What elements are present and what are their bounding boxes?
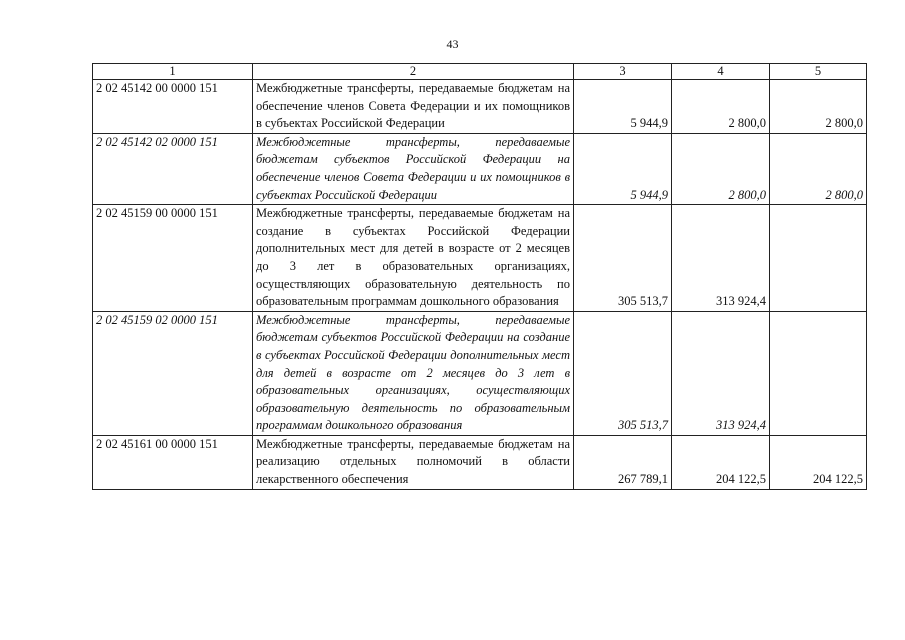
table-row xyxy=(93,205,867,312)
column-header-4: 4 xyxy=(672,64,770,80)
page-number: 43 xyxy=(446,37,459,51)
column-header-1: 1 xyxy=(93,64,253,80)
row-value-col5: 2 800,0 xyxy=(770,133,867,204)
row-code: 2 02 45159 02 0000 151 xyxy=(93,311,253,435)
row-code: 2 02 45161 00 0000 151 xyxy=(93,435,253,489)
row-description: Межбюджетные трансферты, передаваемые бюджетам субъектов Российской Федерации на создание в субъектах Российской Федерации дополнительных мест для детей в возрасте от 2 месяцев до 3 лет в образовательных организациях, осуществляющих образовательную деятельность по образовательным программам дошкольного образования xyxy=(253,311,574,435)
row-value-col4: 2 800,0 xyxy=(672,133,770,204)
row-value-col5 xyxy=(770,205,867,312)
budget-table xyxy=(92,63,867,490)
row-value-col4: 204 122,5 xyxy=(672,435,770,489)
row-value-col4: 313 924,4 xyxy=(672,205,770,312)
row-value-col3: 5 944,9 xyxy=(574,133,672,204)
row-value-col5: 2 800,0 xyxy=(770,80,867,134)
row-value-col3: 5 944,9 xyxy=(574,80,672,134)
row-value-col5 xyxy=(770,311,867,435)
row-value-col5: 204 122,5 xyxy=(770,435,867,489)
column-header-5: 5 xyxy=(770,64,867,80)
table-header-row xyxy=(93,64,867,80)
table-row xyxy=(93,435,867,489)
row-description: Межбюджетные трансферты, передаваемые бюджетам на обеспечение членов Совета Федерации и их помощников в субъектах Российской Федерации xyxy=(253,80,574,134)
row-value-col4: 313 924,4 xyxy=(672,311,770,435)
table-row xyxy=(93,311,867,435)
row-value-col4: 2 800,0 xyxy=(672,80,770,134)
row-description: Межбюджетные трансферты, передаваемые бюджетам на реализацию отдельных полномочий в области лекарственного обеспечения xyxy=(253,435,574,489)
row-code: 2 02 45159 00 0000 151 xyxy=(93,205,253,312)
row-value-col3: 267 789,1 xyxy=(574,435,672,489)
table-row xyxy=(93,133,867,204)
table-row xyxy=(93,80,867,134)
row-description: Межбюджетные трансферты, передаваемые бюджетам субъектов Российской Федерации на обеспечение членов Совета Федерации и их помощников в субъектах Российской Федерации xyxy=(253,133,574,204)
row-code: 2 02 45142 00 0000 151 xyxy=(93,80,253,134)
row-value-col3: 305 513,7 xyxy=(574,311,672,435)
column-header-3: 3 xyxy=(574,64,672,80)
row-description: Межбюджетные трансферты, передаваемые бюджетам на создание в субъектах Российской Федерации дополнительных мест для детей в возрасте от 2 месяцев до 3 лет в образовательных организациях, осуществляющих образовательную деятельность по образовательным программам дошкольного образования xyxy=(253,205,574,312)
row-code: 2 02 45142 02 0000 151 xyxy=(93,133,253,204)
column-header-2: 2 xyxy=(253,64,574,80)
row-value-col3: 305 513,7 xyxy=(574,205,672,312)
